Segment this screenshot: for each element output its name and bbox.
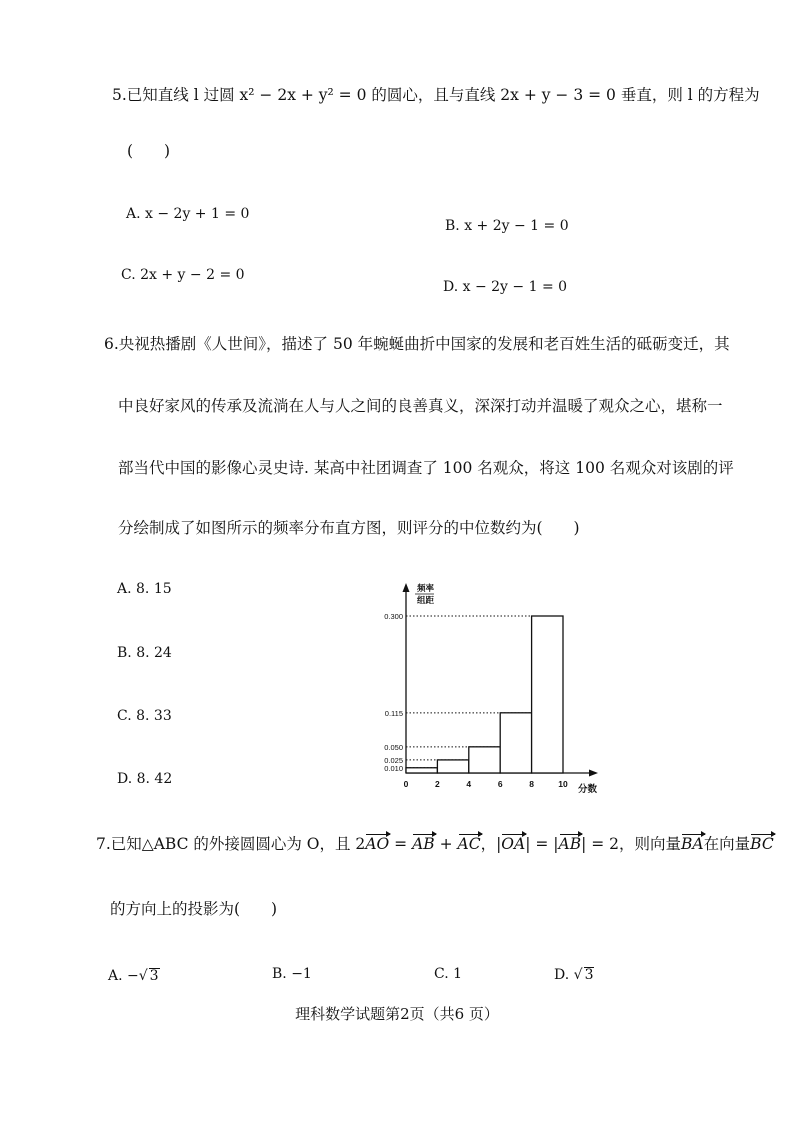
q7-option-a-radicand: 3 <box>149 968 159 984</box>
histogram-bar <box>437 760 468 773</box>
x-tick-label: 4 <box>466 779 472 789</box>
q7-option-b[interactable]: B. −1 <box>272 966 312 982</box>
histogram-bar <box>469 747 500 773</box>
x-tick-label: 8 <box>529 779 534 789</box>
vector-BA: BA <box>681 835 704 853</box>
q7-text-in-vector: 在向量 <box>703 835 751 853</box>
q5-option-b[interactable]: B. x + 2y − 1 = 0 <box>445 218 569 234</box>
q6-option-c[interactable]: C. 8. 33 <box>117 708 172 724</box>
page-footer: 理科数学试题第2页（共6 页） <box>295 1005 499 1023</box>
q6-stem-line-1 <box>104 337 730 353</box>
q6-text-line-2: 中良好家风的传承及流淌在人与人之间的良善真义，深深打动并温暖了观众之心，堪称一 <box>118 397 723 415</box>
y-tick-label: 0.025 <box>384 755 403 765</box>
histogram-bar <box>406 768 437 773</box>
q7-stem-line-2: 的方向上的投影为( ) <box>110 900 278 918</box>
y-tick-label: 0.050 <box>384 742 403 752</box>
histogram-bar <box>500 713 531 773</box>
q7-text-tail: | = 2，则向量 <box>581 835 682 853</box>
q7-option-c[interactable]: C. 1 <box>434 966 463 982</box>
q7-equals: = <box>389 835 413 853</box>
histogram-bars <box>406 616 563 773</box>
q5-text: 已知直线 l 过圆 x² − 2x + y² = 0 的圆心，且与直线 2x + y − 3 = 0 垂直，则 l 的方程为 <box>126 86 760 104</box>
x-axis-label: 分数 <box>578 784 598 795</box>
q6-text-line-4: 分绘制成了如图所示的频率分布直方图，则评分的中位数约为( ) <box>118 519 580 537</box>
vector-AB-2: AB <box>558 835 582 853</box>
q7-option-a-label: A. − <box>108 968 139 984</box>
y-tick-label: 0.010 <box>384 763 403 773</box>
q7-text-mid: ，| <box>480 835 502 853</box>
vector-AB: AB <box>412 835 435 853</box>
y-tick-label: 0.115 <box>384 708 403 718</box>
y-axis-arrow <box>403 583 410 592</box>
y-axis-label-top: 频率 <box>417 583 435 593</box>
q5-stem <box>112 88 760 104</box>
vector-BC: BC <box>750 835 774 853</box>
q6-option-b[interactable]: B. 8. 24 <box>117 645 172 661</box>
x-tick-label: 0 <box>403 779 409 789</box>
vector-OA: OA <box>501 835 526 853</box>
vector-AC: AC <box>457 835 481 853</box>
sqrt-symbol: √ <box>138 968 148 984</box>
q5-option-c[interactable]: C. 2x + y − 2 = 0 <box>121 267 245 283</box>
q7-option-d[interactable] <box>554 967 594 982</box>
x-tick-label: 10 <box>558 779 568 789</box>
q6-number: 6. <box>104 335 119 353</box>
sqrt-symbol: √ <box>573 967 583 983</box>
q7-option-d-label: D. <box>554 967 574 983</box>
x-tick-label: 6 <box>497 779 503 789</box>
q7-option-d-radicand: 3 <box>584 967 594 983</box>
q7-plus: + <box>434 835 458 853</box>
q5-option-d[interactable]: D. x − 2y − 1 = 0 <box>443 279 568 295</box>
histogram-x-tick-labels <box>404 779 568 789</box>
x-tick-label: 2 <box>435 779 440 789</box>
q7-stem-line-1 <box>96 837 774 853</box>
y-axis-label-bottom: 组距 <box>417 595 435 605</box>
frequency-histogram <box>362 578 612 798</box>
q6-text-line-3: 部当代中国的影像心灵史诗. 某高中社团调查了 100 名观众，将这 100 名观众对该剧的评 <box>118 459 734 477</box>
q6-option-d[interactable]: D. 8. 42 <box>117 771 173 787</box>
q5-number: 5. <box>112 86 127 104</box>
vector-AO: AO <box>365 835 390 853</box>
q5-answer-paren: ( ) <box>127 142 171 160</box>
histogram-bar <box>532 616 563 773</box>
x-axis-arrow <box>589 770 598 777</box>
q6-text-line-1: 央视热播剧《人世间》，描述了 50 年蜿蜒曲折中国家的发展和老百姓生活的砥砺变迁，其 <box>118 335 730 353</box>
q5-option-a[interactable]: A. x − 2y + 1 = 0 <box>126 206 250 222</box>
histogram-y-tick-labels <box>384 612 403 773</box>
y-tick-label: 0.300 <box>384 612 403 621</box>
q7-number: 7. <box>96 835 111 853</box>
q6-option-a[interactable]: A. 8. 15 <box>117 581 172 597</box>
q7-text-a: 已知△ABC 的外接圆圆心为 O，且 2 <box>110 835 366 853</box>
q7-option-a[interactable] <box>108 968 160 983</box>
q7-text-abs-eq: | = | <box>525 835 559 853</box>
